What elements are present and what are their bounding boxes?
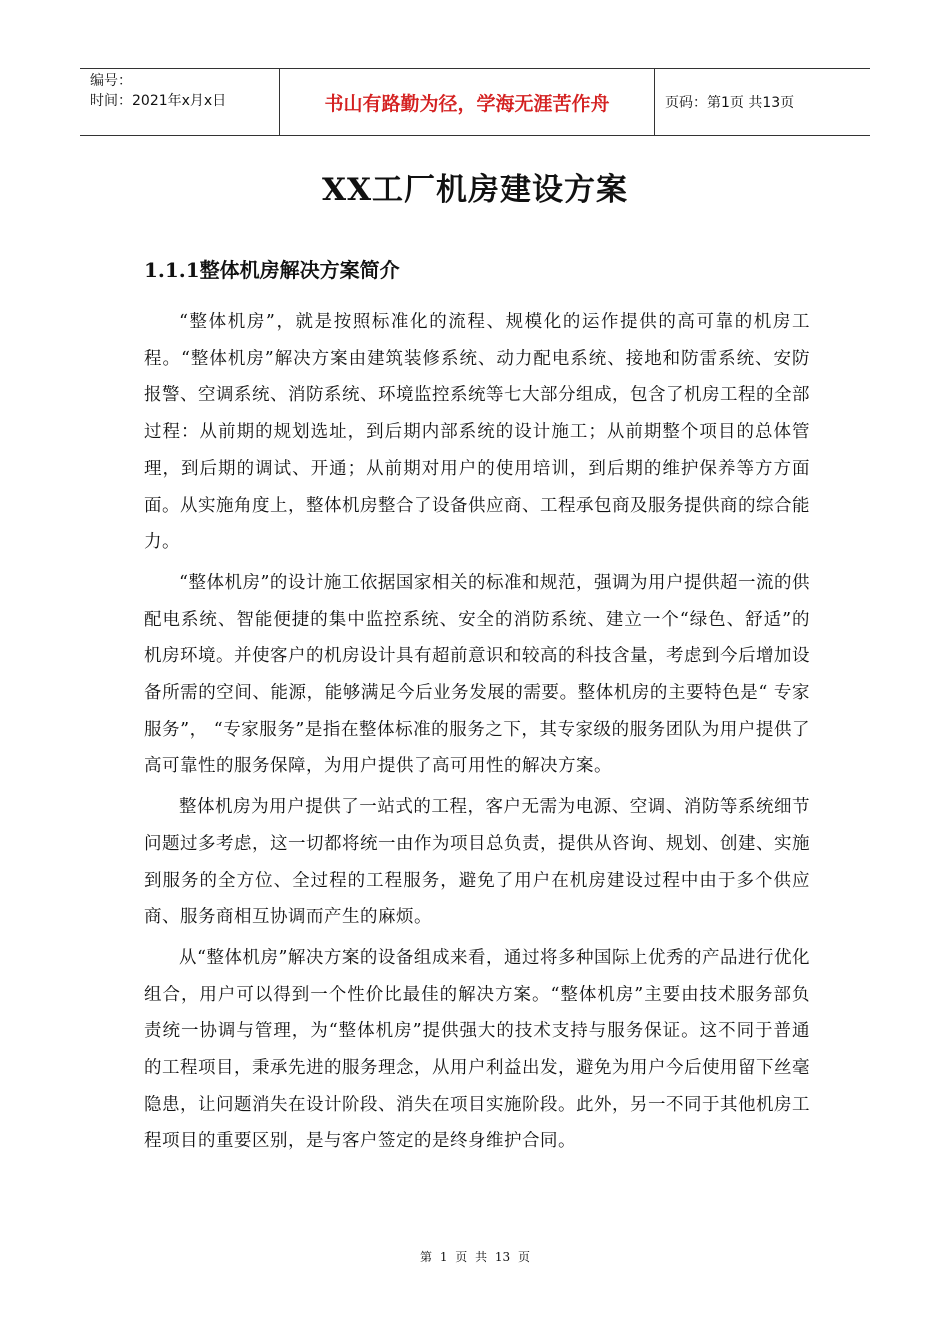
- paragraph: 从“整体机房”解决方案的设备组成来看，通过将多种国际上优秀的产品进行优化组合，用户可以得到一个性价比最佳的解决方案。“整体机房”主要由技术服务部负责统一协调与管理，为“整体机房”提供强大的技术支持与服务保证。这不同于普通的工程项目，秉承先进的服务理念，从用户利益出发，避免为用户今后使用留下丝毫隐患，让问题消失在设计阶段、消失在项目实施阶段。此外，另一不同于其他机房工程项目的重要区别，是与客户签定的是终身维护合同。: [144, 947, 810, 1152]
- paragraph: “整体机房”，就是按照标准化的流程、规模化的运作提供的高可靠的机房工程。“整体机房”解决方案由建筑装修系统、动力配电系统、接地和防雷系统、安防报警、空调系统、消防系统、环境监控系统等七大部分组成，包含了机房工程的全部过程：从前期的规划选址，到后期内部系统的设计施工；从前期整个项目的总体管理，到后期的调试、开通；从前期对用户的使用培训，到后期的维护保养等方方面面。从实施角度上，整体机房整合了设备供应商、工程承包商及服务提供商的综合能力。: [144, 312, 810, 553]
- time-label: 时间：2021年x月x日: [90, 93, 227, 109]
- document-title: XX工厂机房建设方案: [321, 172, 629, 208]
- header-meta: [80, 69, 280, 135]
- body-text: [144, 304, 810, 1164]
- document-header: [80, 68, 870, 136]
- section-heading: 1.1.1整体机房解决方案简介: [144, 258, 400, 282]
- header-motto: 书山有路勤为径，学海无涯苦作舟: [280, 69, 655, 135]
- header-page-info: 页码：第1页 共13页: [665, 95, 795, 111]
- page-footer: 第 1 页 共 13 页: [420, 1250, 530, 1264]
- paragraph: “整体机房”的设计施工依据国家相关的标准和规范，强调为用户提供超一流的供配电系统、智能便捷的集中监控系统、安全的消防系统、建立一个“绿色、舒适”的机房环境。并使客户的机房设计具有超前意识和较高的科技含量，考虑到今后增加设备所需的空间、能源，能够满足今后业务发展的需要。整体机房的主要特色是“ 专家服务”， “专家服务”是指在整体标准的服务之下，其专家级的服务团队为用户提供了高可靠性的服务保障，为用户提供了高可用性的解决方案。: [144, 572, 810, 777]
- number-label: 编号：: [90, 73, 132, 89]
- paragraph: 整体机房为用户提供了一站式的工程，客户无需为电源、空调、消防等系统细节问题过多考虑，这一切都将统一由作为项目总负责，提供从咨询、规划、创建、实施到服务的全方位、全过程的工程服务，避免了用户在机房建设过程中由于多个供应商、服务商相互协调而产生的麻烦。: [144, 797, 810, 928]
